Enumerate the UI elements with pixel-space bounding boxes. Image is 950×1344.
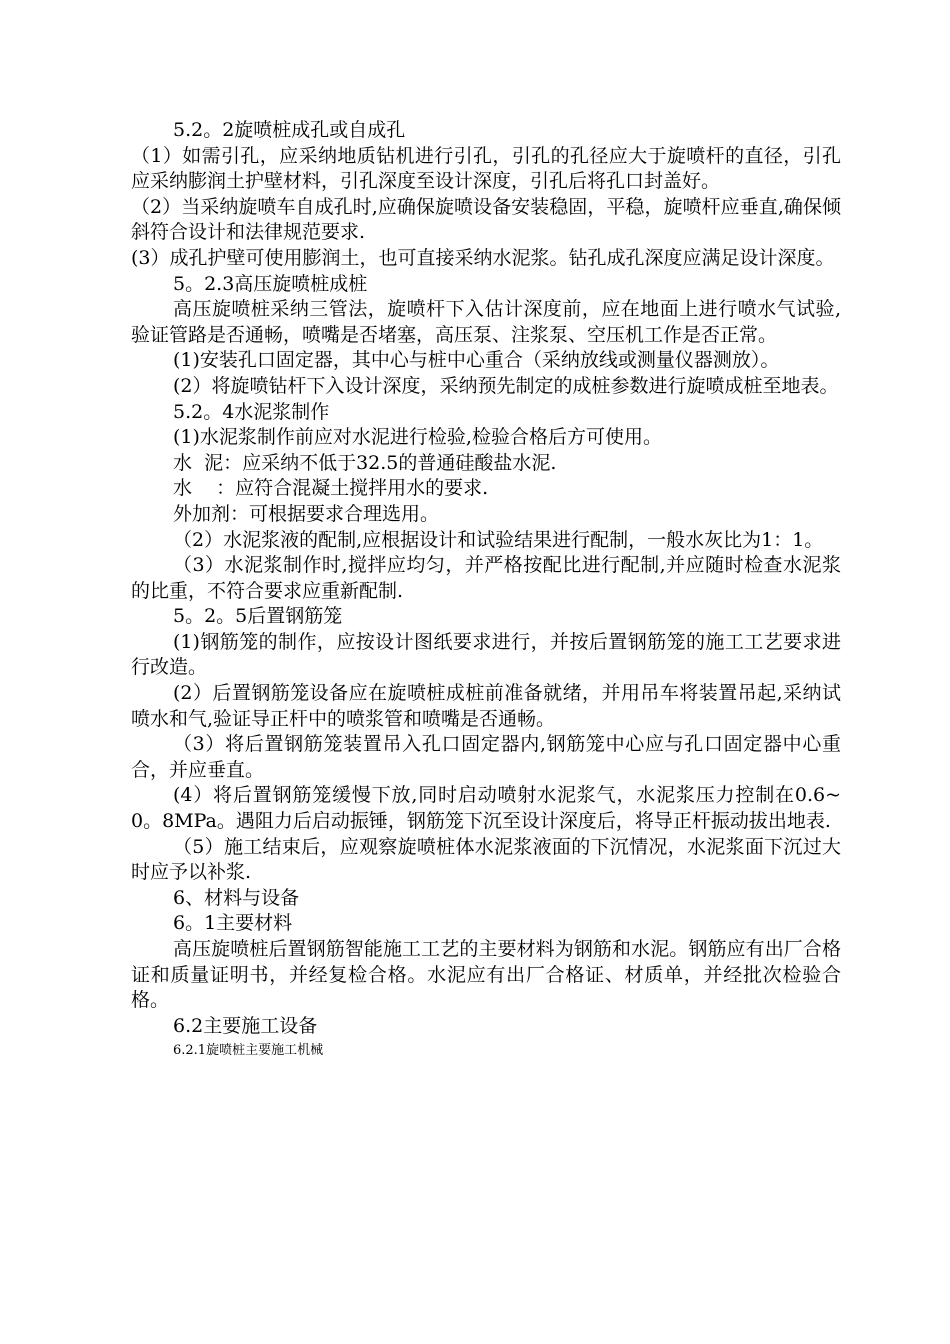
section-heading-6-2: 6.2主要施工设备 xyxy=(173,1014,318,1037)
paragraph: （3）将后置钢筋笼装置吊入孔口固定器内,钢筋笼中心应与孔口固定器中心重合，并应垂直。 xyxy=(131,733,841,781)
section-heading-5-2-4: 5.2。4水泥浆制作 xyxy=(173,400,330,423)
paragraph: (1)钢筋笼的制作，应按设计图纸要求进行，并按后置钢筋笼的施工工艺要求进行改造。 xyxy=(131,630,841,679)
paragraph: (1)水泥浆制作前应对水泥进行检验,检验合格后方可使用。 xyxy=(173,426,662,449)
paragraph: （3）水泥浆制作时,搅拌应均匀，并严格按配比进行配制,并应随时检查水泥浆的比重，不符合要求应重新配制. xyxy=(131,554,841,602)
document-body xyxy=(131,118,841,1061)
section-heading-5-2-2: 5.2。2旋喷桩成孔或自成孔 xyxy=(173,119,406,141)
section-heading-6: 6、材料与设备 xyxy=(173,886,300,909)
paragraph: (2）将旋喷钻杆下入设计深度，采纳预先制定的成桩参数进行旋喷成桩至地表。 xyxy=(173,374,839,397)
paragraph: （2）水泥浆液的配制,应根据设计和试验结果进行配制，一般水灰比为1：1。 xyxy=(173,528,824,551)
paragraph: （5）施工结束后，应观察旋喷桩体水泥浆液面的下沉情况，水泥浆面下沉过大时应予以补浆. xyxy=(131,835,841,884)
paragraph: (1)安装孔口固定器，其中心与桩中心重合（采纳放线或测量仪器测放）。 xyxy=(173,349,780,372)
paragraph: 外加剂：可根据要求合理选用。 xyxy=(173,502,440,525)
section-heading-6-1: 6。1主要材料 xyxy=(173,912,293,935)
paragraph: （2）当采纳旋喷车自成孔时,应确保旋喷设备安装稳固，平稳，旋喷杆应垂直,确保倾斜符合设计和法律规范要求. xyxy=(131,195,841,244)
paragraph: (3）成孔护壁可使用膨润土，也可直接采纳水泥浆。钻孔成孔深度应满足设计深度。 xyxy=(131,246,835,269)
section-heading-5-2-3: 5。2.3高压旋喷桩成桩 xyxy=(173,272,368,295)
paragraph: (4）将后置钢筋笼缓慢下放,同时启动喷射水泥浆气，水泥浆压力控制在0.6~0。8MPa。遇阻力后启动振锤，钢筋笼下沉至设计深度后，将导正杆振动拔出地表. xyxy=(131,784,841,833)
paragraph: 水 ：应符合混凝土搅拌用水的要求. xyxy=(173,477,489,500)
paragraph: 水 泥：应采纳不低于32.5的普通硅酸盐水泥. xyxy=(173,451,557,474)
paragraph: (2）后置钢筋笼设备应在旋喷桩成桩前准备就绪，并用吊车将装置吊起,采纳试喷水和气,验证导正杆中的喷浆管和喷嘴是否通畅。 xyxy=(131,682,841,730)
subsection-heading-6-2-1: 6.2.1旋喷桩主要施工机械 xyxy=(173,1043,324,1059)
section-heading-5-2-5: 5。2。5后置钢筋笼 xyxy=(173,605,343,628)
paragraph: （1）如需引孔，应采纳地质钻机进行引孔，引孔的孔径应大于旋喷杆的直径，引孔应采纳膨润土护壁材料，引孔深度至设计深度，引孔后将孔口封盖好。 xyxy=(131,144,841,193)
paragraph: 高压旋喷桩采纳三管法，旋喷杆下入估计深度前，应在地面上进行喷水气试验,验证管路是否通畅，喷嘴是否堵塞，高压泵、注浆泵、空压机工作是否正常。 xyxy=(131,298,841,346)
paragraph: 高压旋喷桩后置钢筋智能施工工艺的主要材料为钢筋和水泥。钢筋应有出厂合格证和质量证明书，并经复检合格。水泥应有出厂合格证、材质单，并经批次检验合格。 xyxy=(131,938,841,1012)
